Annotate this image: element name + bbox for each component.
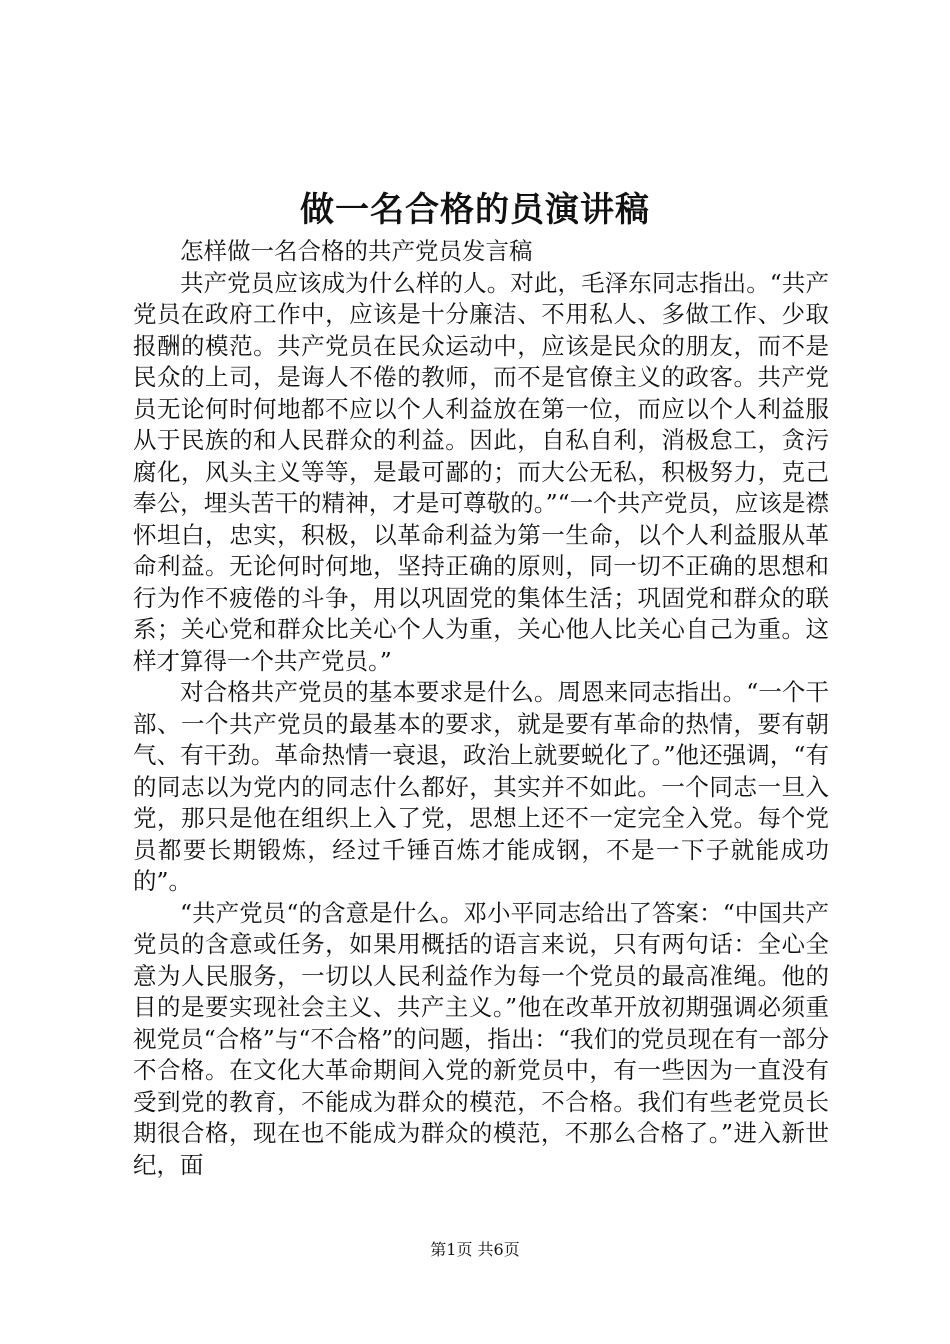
body-paragraph-3: “共产党员“的含意是什么。邓小平同志给出了答案：“中国共产党员的含意或任务，如果用概括的语言来说，只有两句话：全心全意为人民服务，一切以人民利益作为每一个党员的最高准绳。他的目的是要实现社会主义、共产主义。”他在改革开放初期强调必须重视党员“合格”与“不合格”的问题，指出：“我们的党员现在有一部分不合格。在文化大革命期间入党的新党员中，有一些因为一直没有受到党的教育，不能成为群众的模范，不合格。我们有些老党员长期很合格，现在也不能成为群众的模范，不那么合格了。”进入新世纪，面 bbox=[133, 898, 829, 1179]
body-paragraph-1: 共产党员应该成为什么样的人。对此，毛泽东同志指出。“共产党员在政府工作中，应该是十分廉洁、不用私人、多做工作、少取报酬的模范。共产党员在民众运动中，应该是民众的朋友，而不是民众的上司，是诲人不倦的教师，而不是官僚主义的政客。共产党员无论何时何地都不应以个人利益放在第一位，而应以个人利益服从于民族的和人民群众的利益。因此，自私自利，消极怠工，贪污腐化，风头主义等等，是最可鄙的；而大公无私，积极努力，克己奉公，埋头苦干的精神，才是可尊敬的。”“一个共产党员，应该是襟怀坦白，忠实，积极，以革命利益为第一生命，以个人利益服从革命利益。无论何时何地，坚持正确的原则，同一切不正确的思想和行为作不疲倦的斗争，用以巩固党的集体生活；巩固党和群众的联系；关心党和群众比关心个人为重，关心他人比关心自己为重。这样才算得一个共产党员。” bbox=[133, 268, 829, 675]
document-title: 做一名合格的员演讲稿 bbox=[300, 190, 650, 230]
page-footer: 第1页 共6页 bbox=[430, 1240, 520, 1259]
body-paragraph-2: 对合格共产党员的基本要求是什么。周恩来同志指出。“一个干部、一个共产党员的最基本的要求，就是要有革命的热情，要有朝气、有干劲。革命热情一衰退，政治上就要蜕化了。”他还强调，“有的同志以为党内的同志什么都好，其实并不如此。一个同志一旦入党，那只是他在组织上入了党，思想上还不一定完全入党。每个党员都要长期锻炼，经过千锤百炼才能成钢，不是一下子就能成功的”。 bbox=[133, 678, 829, 895]
subtitle-paragraph: 怎样做一名合格的共产党员发言稿 bbox=[180, 237, 533, 265]
document-body bbox=[133, 236, 829, 1181]
